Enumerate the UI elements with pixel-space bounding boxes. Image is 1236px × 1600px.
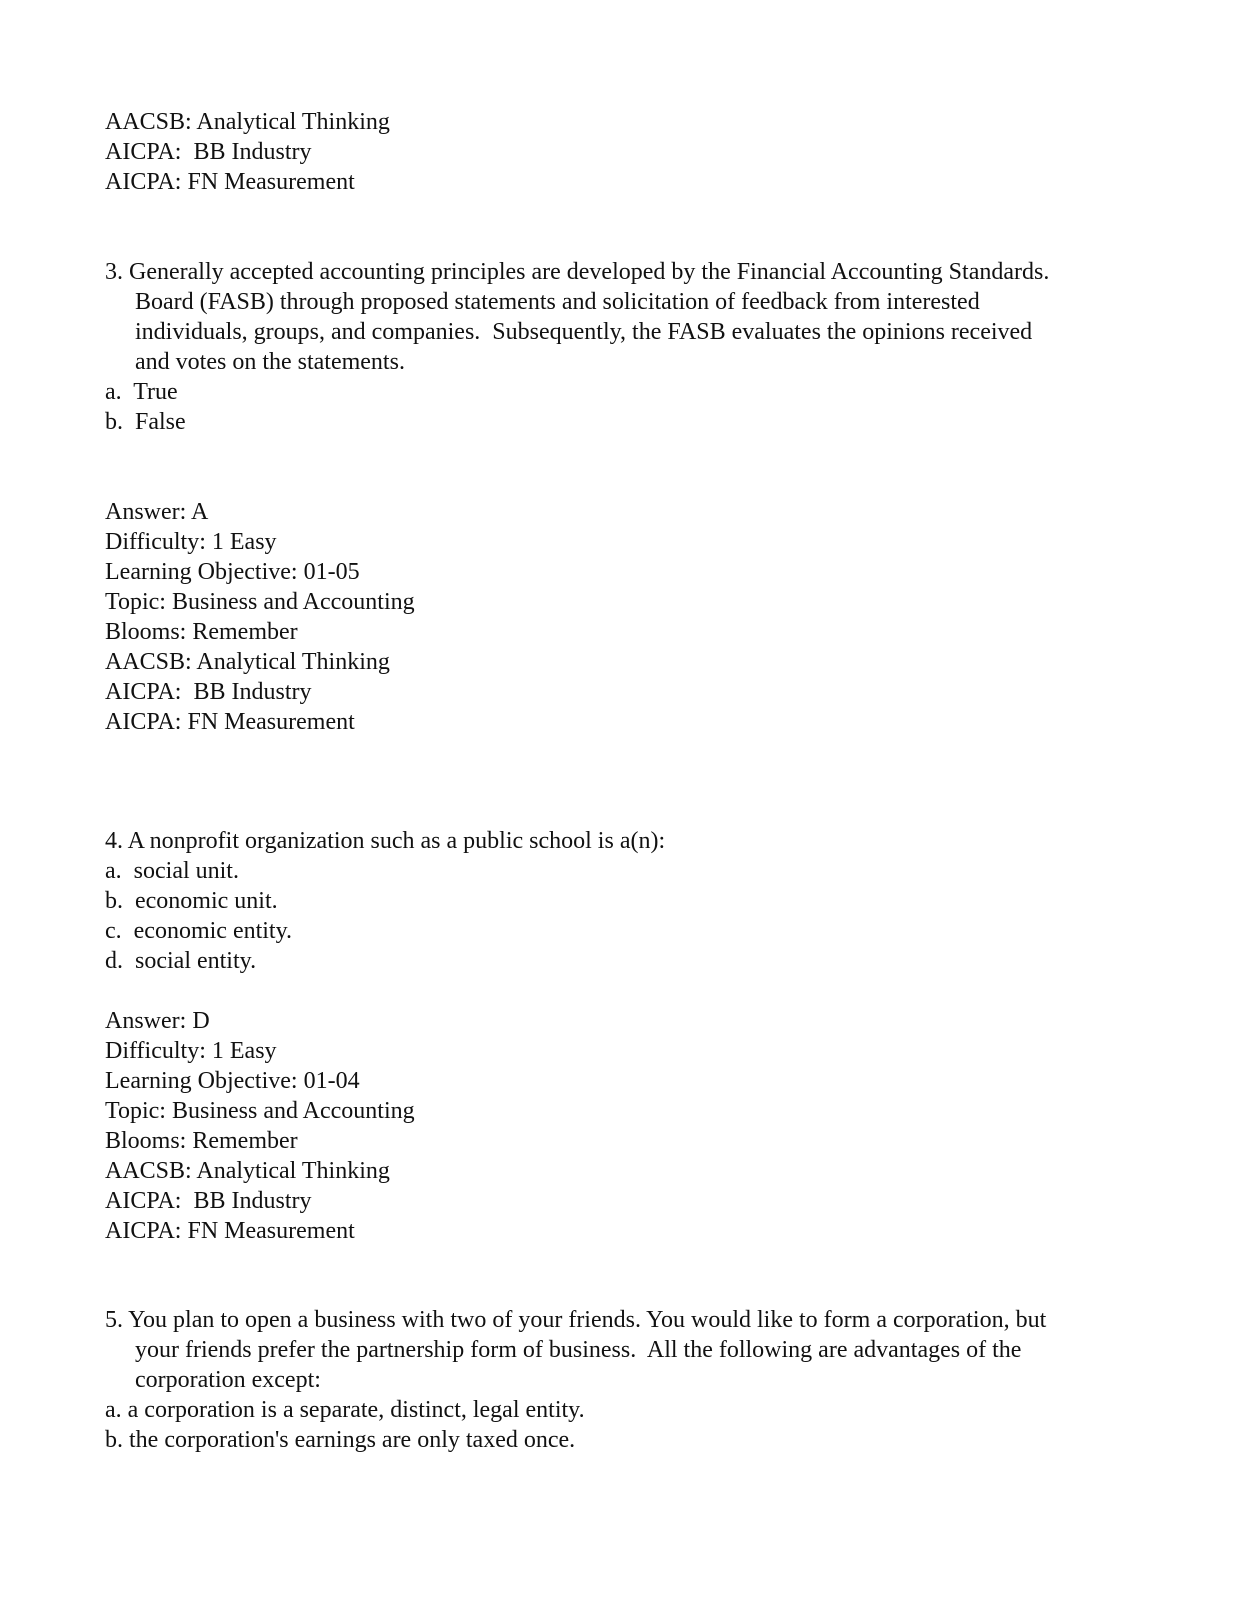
blooms: Blooms: Remember <box>105 619 298 645</box>
topic: Topic: Business and Accounting <box>105 589 415 615</box>
question-stem-line: Board (FASB) through proposed statements and solicitation of feedback from interested <box>135 289 980 315</box>
aacsb-tag: AACSB: Analytical Thinking <box>105 109 390 135</box>
difficulty: Difficulty: 1 Easy <box>105 1038 277 1064</box>
question-stem-line: 5. You plan to open a business with two of your friends. You would like to form a corporation, but <box>105 1307 1047 1333</box>
answer-key: Answer: A <box>105 499 209 525</box>
answer-option: b. the corporation's earnings are only taxed once. <box>105 1427 576 1453</box>
difficulty: Difficulty: 1 Easy <box>105 529 277 555</box>
learning-objective: Learning Objective: 01-05 <box>105 559 360 585</box>
question-4-metadata <box>105 1006 1105 1246</box>
aicpa-tag: AICPA: FN Measurement <box>105 709 355 735</box>
question-stem-line: your friends prefer the partnership form of business. All the following are advantages of the <box>135 1337 1022 1363</box>
question-3-metadata <box>105 497 1105 737</box>
answer-option: a. a corporation is a separate, distinct, legal entity. <box>105 1397 585 1423</box>
aicpa-tag: AICPA: FN Measurement <box>105 1218 355 1244</box>
question-stem-line: individuals, groups, and companies. Subsequently, the FASB evaluates the opinions received <box>135 319 1033 345</box>
answer-option: b. economic unit. <box>105 888 278 914</box>
question-4 <box>105 826 1105 976</box>
aicpa-tag: AICPA: BB Industry <box>105 139 312 165</box>
topic: Topic: Business and Accounting <box>105 1098 415 1124</box>
answer-option: a. True <box>105 379 178 405</box>
question-stem-line: 4. A nonprofit organization such as a public school is a(n): <box>105 828 666 854</box>
aicpa-tag: AICPA: FN Measurement <box>105 169 355 195</box>
question-5 <box>105 1305 1105 1455</box>
q2-metadata <box>105 107 1105 197</box>
question-stem-line: corporation except: <box>135 1367 321 1393</box>
aicpa-tag: AICPA: BB Industry <box>105 1188 312 1214</box>
question-3 <box>105 257 1105 437</box>
aacsb-tag: AACSB: Analytical Thinking <box>105 649 390 675</box>
aacsb-tag: AACSB: Analytical Thinking <box>105 1158 390 1184</box>
answer-key: Answer: D <box>105 1008 210 1034</box>
question-stem-line: and votes on the statements. <box>135 349 405 375</box>
question-stem-line: 3. Generally accepted accounting principles are developed by the Financial Accounting Standards. <box>105 259 1050 285</box>
aicpa-tag: AICPA: BB Industry <box>105 679 312 705</box>
blooms: Blooms: Remember <box>105 1128 298 1154</box>
answer-option: b. False <box>105 409 186 435</box>
answer-option: a. social unit. <box>105 858 239 884</box>
answer-option: d. social entity. <box>105 948 257 974</box>
answer-option: c. economic entity. <box>105 918 293 944</box>
learning-objective: Learning Objective: 01-04 <box>105 1068 360 1094</box>
